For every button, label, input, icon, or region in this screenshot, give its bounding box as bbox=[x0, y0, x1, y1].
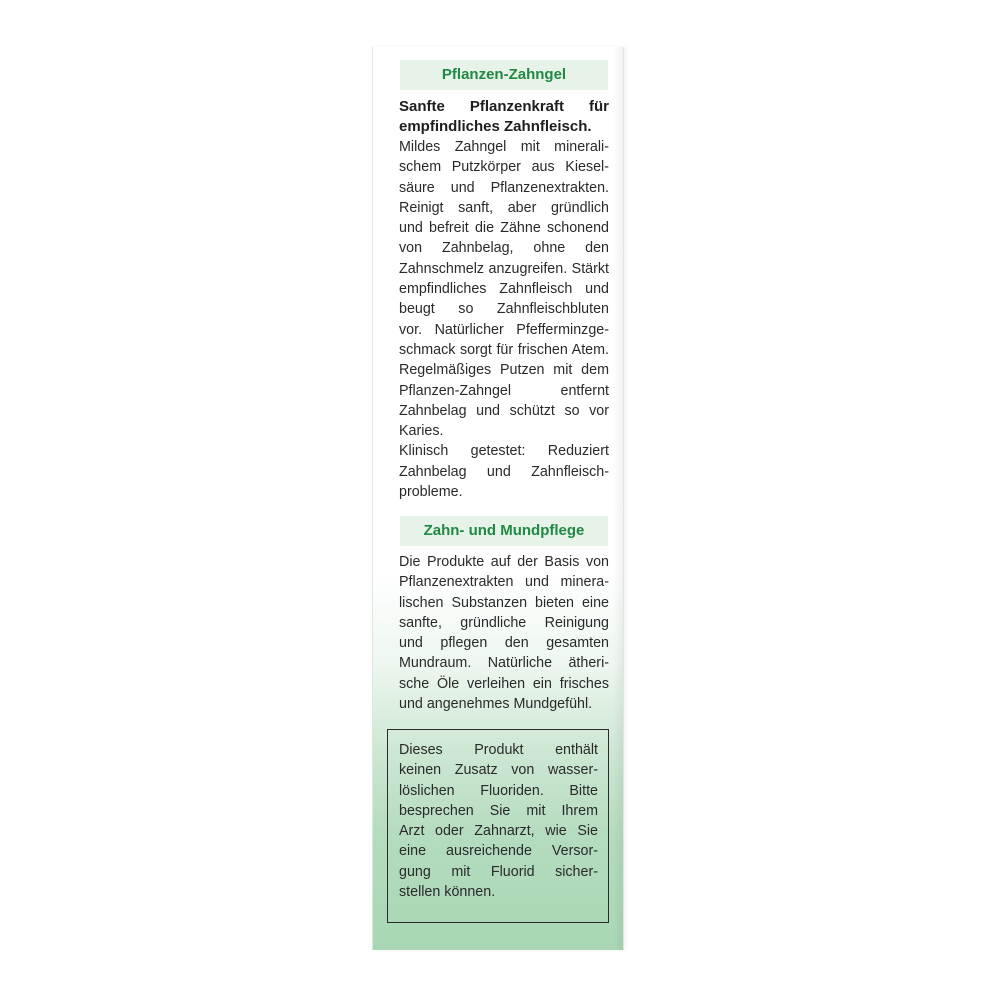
notice-line: eine ausreichende Versor- bbox=[399, 843, 598, 860]
product-box-side-panel bbox=[372, 47, 624, 950]
range-line: Pflanzenextrakten und minera- bbox=[399, 574, 609, 591]
description-line: und befreit die Zähne schonend bbox=[399, 220, 609, 237]
range-line: sche Öle verleihen ein frisches bbox=[399, 675, 609, 692]
description-line: Reinigt sanft, aber gründlich bbox=[399, 199, 609, 216]
section-heading-pflanzen-zahngel: Pflanzen-Zahngel bbox=[400, 60, 608, 90]
description-line: vor. Natürlicher Pfefferminzge- bbox=[399, 321, 609, 338]
description-line: Zahnschmelz anzugreifen. Stärkt bbox=[399, 260, 609, 277]
description-line: säure und Pflanzenextrakten. bbox=[399, 179, 609, 196]
intro-line: empfindliches Zahnfleisch. bbox=[399, 118, 592, 135]
notice-line: besprechen Sie mit Ihrem bbox=[399, 802, 598, 819]
section-heading-zahn-und-mundpflege: Zahn- und Mundpflege bbox=[400, 516, 608, 546]
notice-line: Arzt oder Zahnarzt, wie Sie bbox=[399, 823, 598, 840]
description-line: probleme. bbox=[399, 484, 463, 501]
description-line: Mildes Zahngel mit minerali- bbox=[399, 139, 609, 155]
range-line: Die Produkte auf der Basis von bbox=[399, 554, 609, 570]
description-line: schem Putzkörper aus Kiesel- bbox=[399, 159, 609, 176]
description-line: empfindliches Zahnfleisch und bbox=[399, 281, 609, 298]
description-line: von Zahnbelag, ohne den bbox=[399, 240, 609, 257]
range-line: und pflegen den gesamten bbox=[399, 635, 609, 652]
description-line: beugt so Zahnfleischbluten bbox=[399, 301, 609, 318]
description-line: Klinisch getestet: Reduziert bbox=[399, 443, 609, 460]
description-line: Karies. bbox=[399, 423, 444, 440]
description-line: Pflanzen-Zahngel entfernt bbox=[399, 382, 609, 399]
product-description bbox=[399, 137, 609, 502]
range-line: lischen Substanzen bieten eine bbox=[399, 594, 609, 611]
description-line: schmack sorgt für frischen Atem. bbox=[399, 341, 609, 358]
range-line: und angenehmes Mundgefühl. bbox=[399, 696, 593, 713]
range-line: sanfte, gründliche Reinigung bbox=[399, 614, 609, 631]
range-description bbox=[399, 552, 609, 714]
notice-line: löslichen Fluoriden. Bitte bbox=[399, 782, 598, 799]
notice-line: Dieses Produkt enthält bbox=[399, 742, 598, 758]
range-line: Mundraum. Natürliche ätheri- bbox=[399, 655, 609, 672]
fluoride-notice-box bbox=[387, 729, 609, 923]
notice-line: stellen können. bbox=[399, 884, 496, 901]
intro-line: Sanfte Pflanzenkraft für bbox=[399, 98, 609, 115]
description-line: Regelmäßiges Putzen mit dem bbox=[399, 362, 609, 379]
notice-line: gung mit Fluorid sicher- bbox=[399, 863, 598, 880]
description-line: Zahnbelag und Zahnfleisch- bbox=[399, 463, 609, 480]
product-intro bbox=[399, 97, 609, 137]
notice-line: keinen Zusatz von wasser- bbox=[399, 762, 598, 779]
description-line: Zahnbelag und schützt so vor bbox=[399, 402, 609, 419]
